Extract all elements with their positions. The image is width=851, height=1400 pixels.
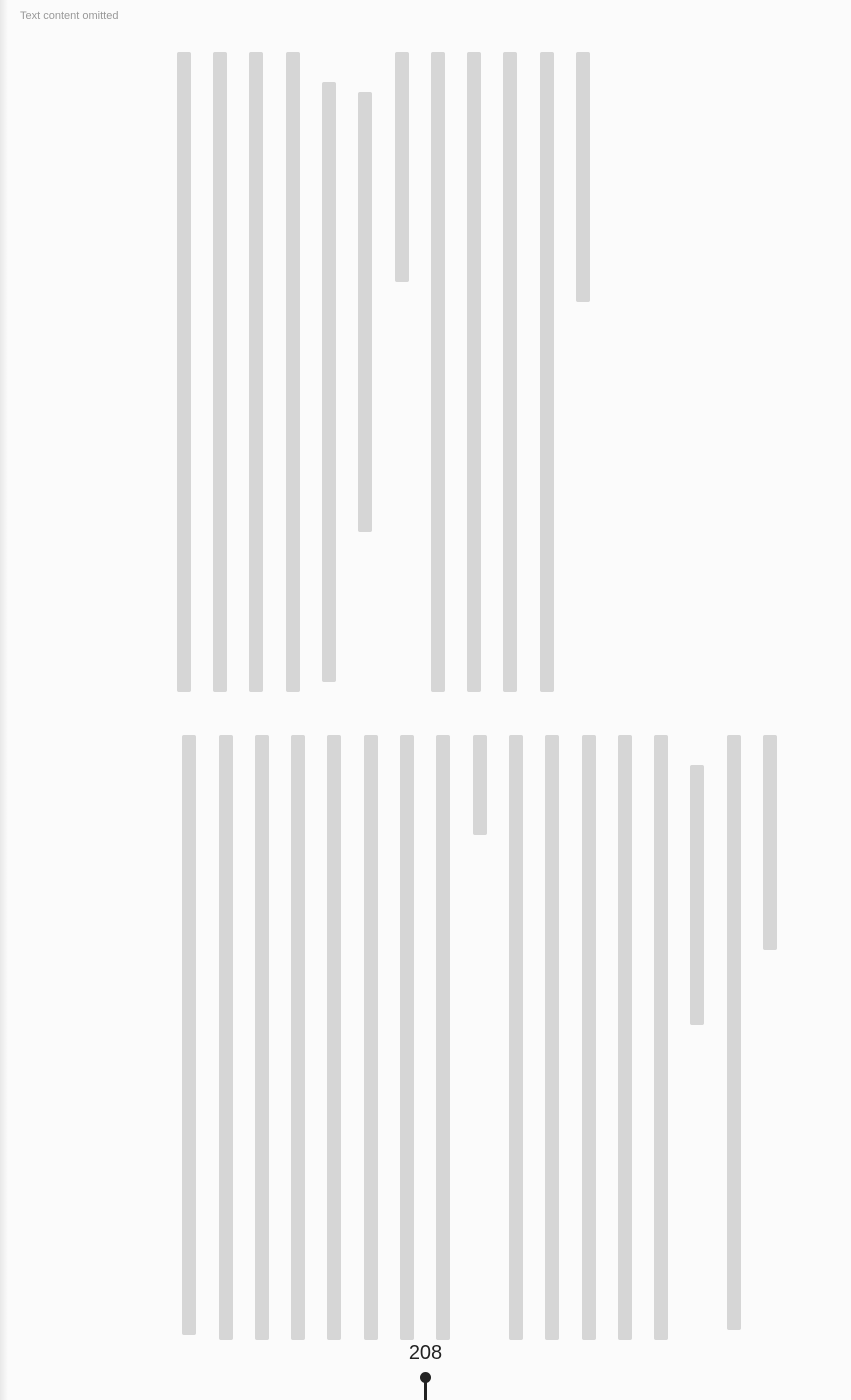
text-column-placeholder [291,735,305,1340]
text-column-placeholder [286,52,300,692]
text-column-placeholder [582,735,596,1340]
page-number: 208 [408,1342,443,1364]
text-column-placeholder [322,82,336,682]
text-column-placeholder [467,52,481,692]
text-column-placeholder [364,735,378,1340]
text-column-placeholder [727,735,741,1330]
text-column-placeholder [690,765,704,1025]
text-column-placeholder [219,735,233,1340]
text-column-placeholder [763,735,777,950]
omission-notice: Text content omitted [20,10,119,22]
text-column-placeholder [358,92,372,532]
text-column-placeholder [540,52,554,692]
text-column-placeholder [509,735,523,1340]
text-column-placeholder [431,52,445,692]
page-marker-stem [424,1380,427,1400]
text-column-placeholder [618,735,632,1340]
text-column-placeholder [654,735,668,1340]
text-column-placeholder [395,52,409,282]
text-column-placeholder [327,735,341,1340]
text-column-placeholder [576,52,590,302]
text-column-placeholder [436,735,450,1340]
text-column-placeholder [503,52,517,692]
text-column-placeholder [400,735,414,1340]
page-edge [0,0,8,1400]
text-column-placeholder [545,735,559,1340]
text-column-placeholder [255,735,269,1340]
text-column-placeholder [182,735,196,1335]
text-column-placeholder [213,52,227,692]
text-column-placeholder [177,52,191,692]
text-column-placeholder [473,735,487,835]
text-column-placeholder [249,52,263,692]
